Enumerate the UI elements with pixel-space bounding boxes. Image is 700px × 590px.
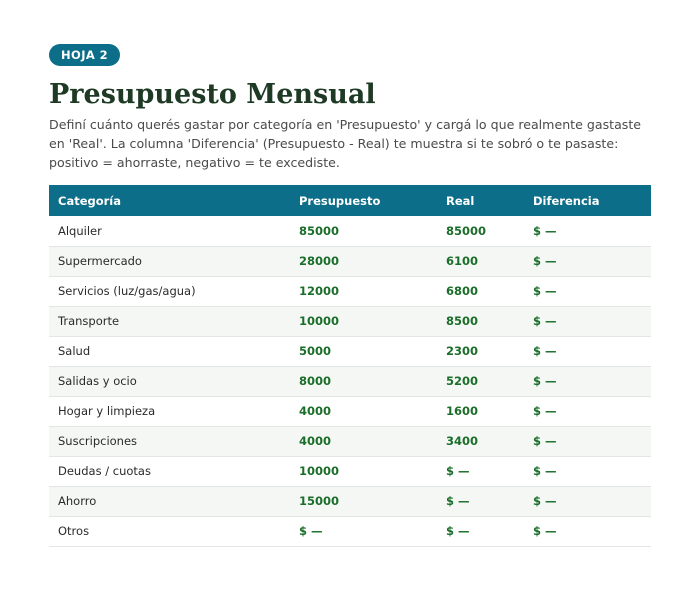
- budget-cell[interactable]: 8000: [290, 366, 437, 396]
- column-header-budget: Presupuesto: [299, 193, 381, 208]
- table-row: [49, 516, 651, 546]
- actual-cell[interactable]: 6100: [437, 246, 524, 276]
- budget-cell[interactable]: 4000: [290, 396, 437, 426]
- table-row: [49, 276, 651, 306]
- table-row: [49, 456, 651, 486]
- difference-cell: $ —: [524, 276, 651, 306]
- category-cell: Alquiler: [49, 216, 290, 246]
- table-row: [49, 396, 651, 426]
- actual-cell[interactable]: 85000: [437, 216, 524, 246]
- actual-cell[interactable]: 5200: [437, 366, 524, 396]
- table-row: [49, 426, 651, 456]
- category-cell: Ahorro: [49, 486, 290, 516]
- category-cell: Deudas / cuotas: [49, 456, 290, 486]
- category-cell: Salidas y ocio: [49, 366, 290, 396]
- budget-cell[interactable]: 15000: [290, 486, 437, 516]
- table-row: [49, 306, 651, 336]
- column-header-difference: Diferencia: [533, 193, 600, 208]
- budget-cell[interactable]: 85000: [290, 216, 437, 246]
- table-row: [49, 486, 651, 516]
- difference-cell: $ —: [524, 246, 651, 276]
- budget-cell[interactable]: 28000: [290, 246, 437, 276]
- sheet-badge: HOJA 2: [49, 44, 120, 66]
- table-header: [49, 185, 651, 216]
- column-header-category: Categoría: [58, 193, 122, 208]
- difference-cell: $ —: [524, 426, 651, 456]
- page-description: Definí cuánto querés gastar por categoría en 'Presupuesto' y cargá lo que realmente gastaste en 'Real'. La columna 'Diferencia' (Presupuesto - Real) te muestra si te sobró o te pasaste: positivo = ahorraste, negativo = te excediste.: [49, 117, 642, 170]
- difference-cell: $ —: [524, 396, 651, 426]
- header-row: [49, 185, 651, 216]
- category-cell: Servicios (luz/gas/agua): [49, 276, 290, 306]
- budget-cell[interactable]: 12000: [290, 276, 437, 306]
- table-row: [49, 246, 651, 276]
- category-cell: Otros: [49, 516, 290, 546]
- difference-cell: $ —: [524, 366, 651, 396]
- actual-cell[interactable]: $ —: [437, 456, 524, 486]
- actual-cell[interactable]: 2300: [437, 336, 524, 366]
- table-row: [49, 216, 651, 246]
- table-body: [49, 216, 651, 546]
- difference-cell: $ —: [524, 216, 651, 246]
- difference-cell: $ —: [524, 456, 651, 486]
- budget-table: [49, 185, 651, 547]
- difference-cell: $ —: [524, 306, 651, 336]
- category-cell: Salud: [49, 336, 290, 366]
- table-row: [49, 336, 651, 366]
- category-cell: Transporte: [49, 306, 290, 336]
- category-cell: Suscripciones: [49, 426, 290, 456]
- budget-cell[interactable]: 4000: [290, 426, 437, 456]
- difference-cell: $ —: [524, 336, 651, 366]
- actual-cell[interactable]: $ —: [437, 486, 524, 516]
- table-row: [49, 366, 651, 396]
- column-header-actual: Real: [446, 193, 475, 208]
- budget-cell[interactable]: 5000: [290, 336, 437, 366]
- budget-cell[interactable]: $ —: [290, 516, 437, 546]
- actual-cell[interactable]: $ —: [437, 516, 524, 546]
- page-title: Presupuesto Mensual: [49, 79, 376, 110]
- actual-cell[interactable]: 6800: [437, 276, 524, 306]
- category-cell: Supermercado: [49, 246, 290, 276]
- difference-cell: $ —: [524, 516, 651, 546]
- category-cell: Hogar y limpieza: [49, 396, 290, 426]
- actual-cell[interactable]: 8500: [437, 306, 524, 336]
- budget-cell[interactable]: 10000: [290, 306, 437, 336]
- actual-cell[interactable]: 1600: [437, 396, 524, 426]
- actual-cell[interactable]: 3400: [437, 426, 524, 456]
- budget-cell[interactable]: 10000: [290, 456, 437, 486]
- difference-cell: $ —: [524, 486, 651, 516]
